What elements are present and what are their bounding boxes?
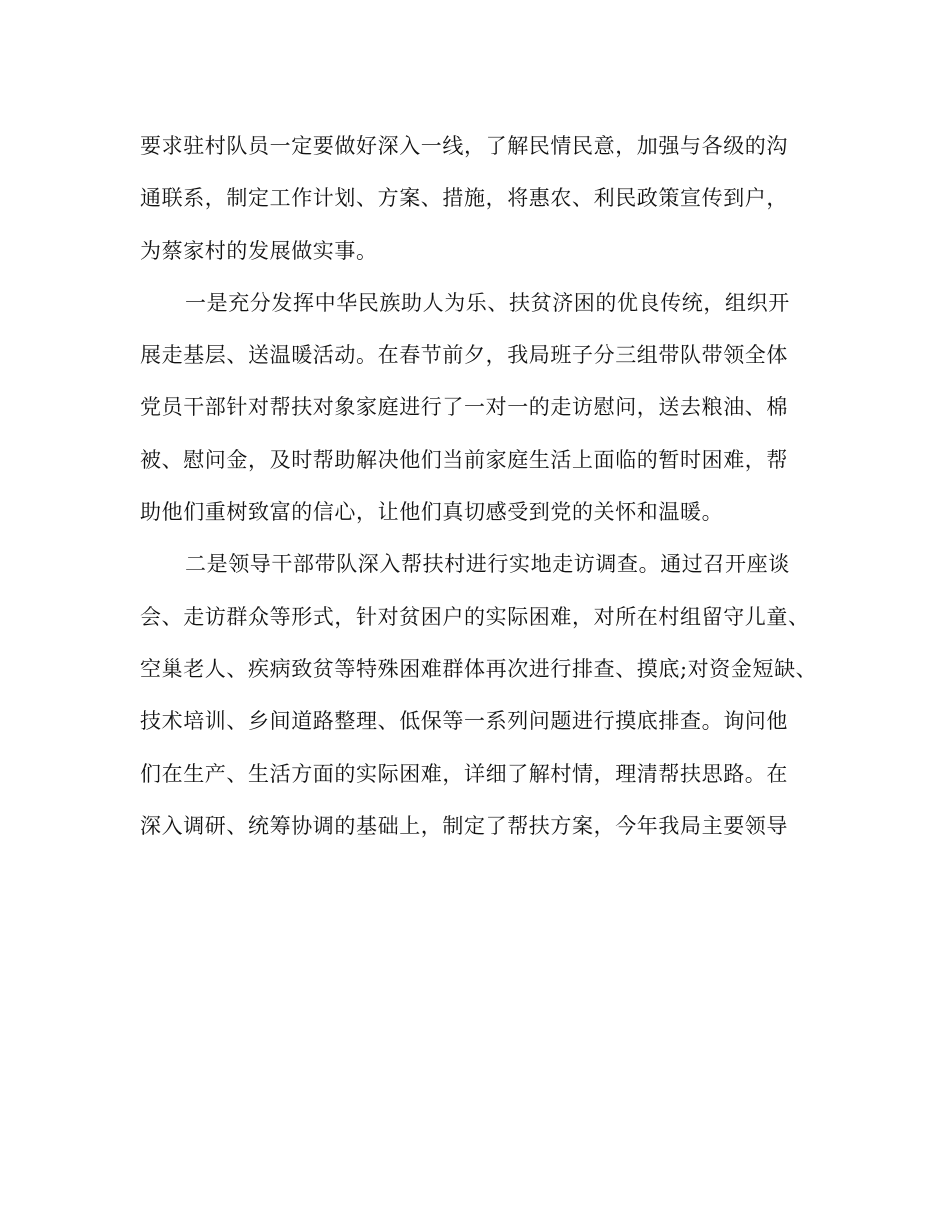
text-line: 深入调研、统筹协调的基础上，制定了帮扶方案，今年我局主要领导 <box>140 813 788 838</box>
text-line: 要求驻村队员一定要做好深入一线，了解民情民意，加强与各级的沟 <box>140 134 788 158</box>
text-line: 为蔡家村的发展做实事。 <box>140 238 378 263</box>
text-line: 党员干部针对帮扶对象家庭进行了一对一的走访慰问，送去粮油、棉 <box>140 395 788 420</box>
text-line: 们在生产、生活方面的实际困难，详细了解村情，理清帮扶思路。在 <box>140 761 788 786</box>
text-line: 空巢老人、疾病致贫等特殊困难群体再次进行排查、摸底;对资金短缺、 <box>140 656 818 681</box>
text-line: 通联系，制定工作计划、方案、措施，将惠农、利民政策宣传到户， <box>140 186 788 211</box>
text-line: 被、慰问金，及时帮助解决他们当前家庭生活上面临的暂时困难，帮 <box>140 447 788 472</box>
paragraph-start-line: 一是充分发挥中华民族助人为乐、扶贫济困的优良传统，组织开 <box>185 290 790 315</box>
text-line: 会、走访群众等形式，针对贫困户的实际困难，对所在村组留守儿童、 <box>140 604 810 629</box>
paragraph-start-line: 二是领导干部带队深入帮扶村进行实地走访调查。通过召开座谈 <box>185 552 790 577</box>
text-line: 助他们重树致富的信心，让他们真切感受到党的关怀和温暖。 <box>140 500 724 525</box>
text-line: 展走基层、送温暖活动。在春节前夕，我局班子分三组带队带领全体 <box>140 343 788 368</box>
body-text <box>140 120 840 852</box>
text-line: 技术培训、乡间道路整理、低保等一系列问题进行摸底排查。询问他 <box>140 709 788 734</box>
